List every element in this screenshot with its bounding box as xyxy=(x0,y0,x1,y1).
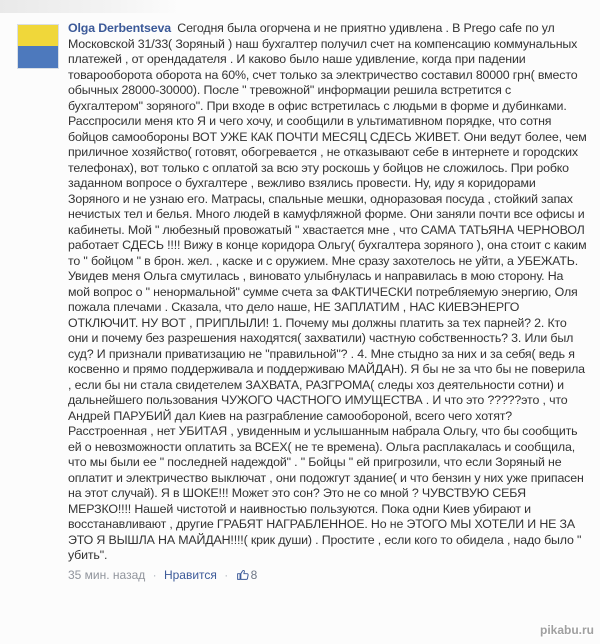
timestamp: 35 мин. назад xyxy=(68,567,146,582)
thumbs-up-icon xyxy=(236,568,249,581)
avatar[interactable] xyxy=(18,25,58,68)
post-text: Сегодня была огорчена и не приятно удивлена . В Prego cafe по ул Московской 31/33( Зоряный ) наш бухгалтер получил счет на компенсацию коммунальных платежей , от орендадателя . И каково было наше удивление, когда при падении товарооборота оборота на 60%, счет только за электричество составил 80000 грн( вместо обычных 28000-30000). После " тревожной" информации решила встретится с бухгалтером" зоряного". При входе в офис встретилась с людьми в форме и дубинками. Расспросили меня кто Я и чего хочу, и сообщили в ультимативном порядке, что сотня бойцов самообороны ВОТ УЖЕ КАК ПОЧТИ МЕСЯЦ СДЕСЬ ЖИВЕТ. Они ведут более, чем приличное хозяйство( готовят, обогревается , не отказывают себе в интернете и городских телефонах), вот только с оплатой за всю эту роскошь у бойцов не сложилось. При робко заданном вопросе о бухгалтере , вежливо взялись провести. Ну, иду я коридорами Зоряного и не узнаю его. Матрасы, спальные мешки, одноразовая посуда , стойкий запах нечистых тел и белья. Много людей в камуфляжной форме. Они заняли почти все офисы и кабинеты. Мой " любезный провожатый " хвастается мне , что САМА ТАТЬЯНА ЧЕРНОВОЛ работает СДЕСЬ !!!! Вижу в конце коридора Ольгу( бухгалтера зоряного ), она стоит с каким то " бойцом " в брон. жел. , каске и с оружием. Мне сразу захотелось не уйти, а УБЕЖАТЬ. Увидев меня Ольга смутилась , виновато улыбнулась и направилась в мою сторону. На мой вопрос о " ненормальной" сумме счета за ФАКТИЧЕСКИ потребляемую энергию, Оля пожала плечами . Сказала, что дело наше, НЕ ЗАПЛАТИМ , НАС КИЕВЭНЕРГО ОТКЛЮЧИТ. НУ ВОТ , ПРИПЛЫЛИ! 1. Почему мы должны платить за тех парней? 2. Кто они и почему без разрешения находятся( захватили) частную собственность? 3. Или был суд? И признали приватизацию не "правильной"? . 4. Мне стыдно за них и за себя( ведь я косвенно и прямо поддерживала и поддерживаю МАЙДАН). Я бы не за что бы не поверила , если бы ни стала свидетелем ЗАХВАТА, РАЗГРОМА( следы хоз деятельности сотни) и дальнейшего пользования ЧУЖОГО ЧАСТНОГО ИМУЩЕСТВА . И что это ?????это , что Андрей ПАРУБИЙ дал Киев на разграбление самообороной, всего чего хотят? Расстроенная , нет УБИТАЯ , увиденным и услышанным набрала Ольгу, что бы сообщить ей о невозможности оплатить за ВСЕХ( не те времена). Ольга расплакалась и сообщила, что мы были ее " последней надеждой" . " Бойцы " ей пригрозили, что если Зоряный не оплатит и электричество выключат , они подожгут здание( и что бензин у них уже припасен на этот случай). Я в ШОКЕ!!! Может это сон? Это не со мной ? ЧУВСТВУЮ СЕБЯ МЕРЗКО!!!! Нашей чистотой и наивностью пользуются. Пока одни Киев убирают и восстанавливают , другие ГРАБЯТ НАГРАБЛЕННОЕ. Но не ЭТОГО МЫ ХОТЕЛИ И НЕ ЗА ЭТО Я ВЫШЛА НА МАЙДАН!!!!( крик души) . Простите , если кого то обидела , надо было " убить". xyxy=(68,21,587,562)
ukraine-flag-yellow-stripe xyxy=(18,25,58,46)
top-border-smudge xyxy=(0,0,180,13)
like-button[interactable]: Нравится xyxy=(163,567,217,582)
post-body xyxy=(68,21,587,583)
post-footer xyxy=(68,568,587,584)
like-count-badge xyxy=(236,568,258,582)
watermark: pikabu.ru xyxy=(539,623,594,637)
author-link[interactable]: Olga Derbentseva xyxy=(68,21,171,35)
separator-dot: · xyxy=(152,567,157,582)
ukraine-flag-blue-stripe xyxy=(18,46,58,68)
like-count: 8 xyxy=(250,567,258,582)
separator-dot: · xyxy=(224,567,229,582)
